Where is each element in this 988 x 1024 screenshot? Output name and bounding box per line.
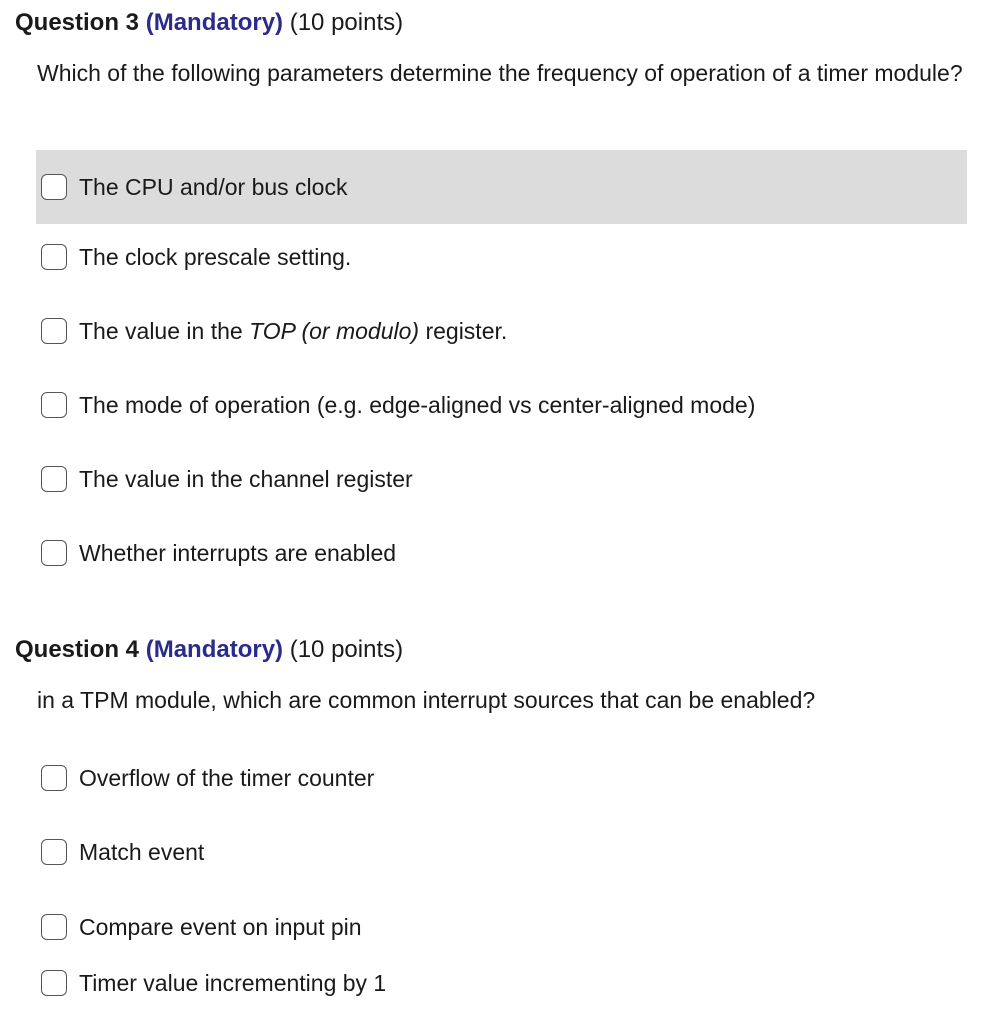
question-3-prompt: Which of the following parameters determine the frequency of operation of a timer module? bbox=[37, 60, 963, 86]
option-label: Whether interrupts are enabled bbox=[79, 539, 397, 566]
option-label: Compare event on input pin bbox=[79, 913, 362, 940]
option-label: Match event bbox=[79, 838, 205, 865]
option-label: The mode of operation (e.g. edge-aligned vs center-aligned mode) bbox=[79, 391, 756, 418]
checkbox[interactable] bbox=[41, 914, 67, 940]
option-timer-incrementing[interactable] bbox=[36, 946, 967, 1020]
option-label: The CPU and/or bus clock bbox=[79, 173, 348, 200]
question-3-header bbox=[15, 9, 403, 37]
option-channel-register[interactable] bbox=[36, 442, 967, 516]
checkbox[interactable] bbox=[41, 765, 67, 791]
option-match-event[interactable] bbox=[36, 815, 967, 889]
checkbox[interactable] bbox=[41, 244, 67, 270]
checkbox[interactable] bbox=[41, 839, 67, 865]
option-label-post: register. bbox=[419, 317, 508, 344]
option-interrupts-enabled[interactable] bbox=[36, 516, 967, 590]
question-4-header bbox=[15, 636, 403, 664]
mandatory-label: (Mandatory) bbox=[145, 9, 284, 36]
option-label: Overflow of the timer counter bbox=[79, 764, 375, 791]
option-label: Timer value incrementing by 1 bbox=[79, 969, 387, 996]
question-title: Question 3 bbox=[15, 9, 140, 36]
checkbox[interactable] bbox=[41, 318, 67, 344]
points-label: (10 points) bbox=[289, 9, 404, 36]
question-title: Question 4 bbox=[15, 636, 140, 663]
checkbox[interactable] bbox=[41, 392, 67, 418]
checkbox[interactable] bbox=[41, 540, 67, 566]
option-label: The clock prescale setting. bbox=[79, 243, 352, 270]
option-label-pre: The value in the bbox=[79, 317, 250, 344]
option-cpu-bus-clock[interactable] bbox=[36, 150, 967, 224]
option-clock-prescale[interactable] bbox=[36, 220, 967, 294]
checkbox[interactable] bbox=[41, 174, 67, 200]
option-label-emphasis: TOP (or modulo) bbox=[249, 317, 420, 344]
option-label bbox=[79, 318, 507, 345]
mandatory-label: (Mandatory) bbox=[145, 636, 284, 663]
option-overflow-timer-counter[interactable] bbox=[36, 741, 967, 815]
option-label: The value in the channel register bbox=[79, 465, 413, 492]
option-mode-of-operation[interactable] bbox=[36, 368, 967, 442]
checkbox[interactable] bbox=[41, 970, 67, 996]
option-top-register[interactable] bbox=[36, 294, 967, 368]
question-4-prompt: in a TPM module, which are common interrupt sources that can be enabled? bbox=[37, 687, 816, 713]
checkbox[interactable] bbox=[41, 466, 67, 492]
points-label: (10 points) bbox=[289, 636, 404, 663]
